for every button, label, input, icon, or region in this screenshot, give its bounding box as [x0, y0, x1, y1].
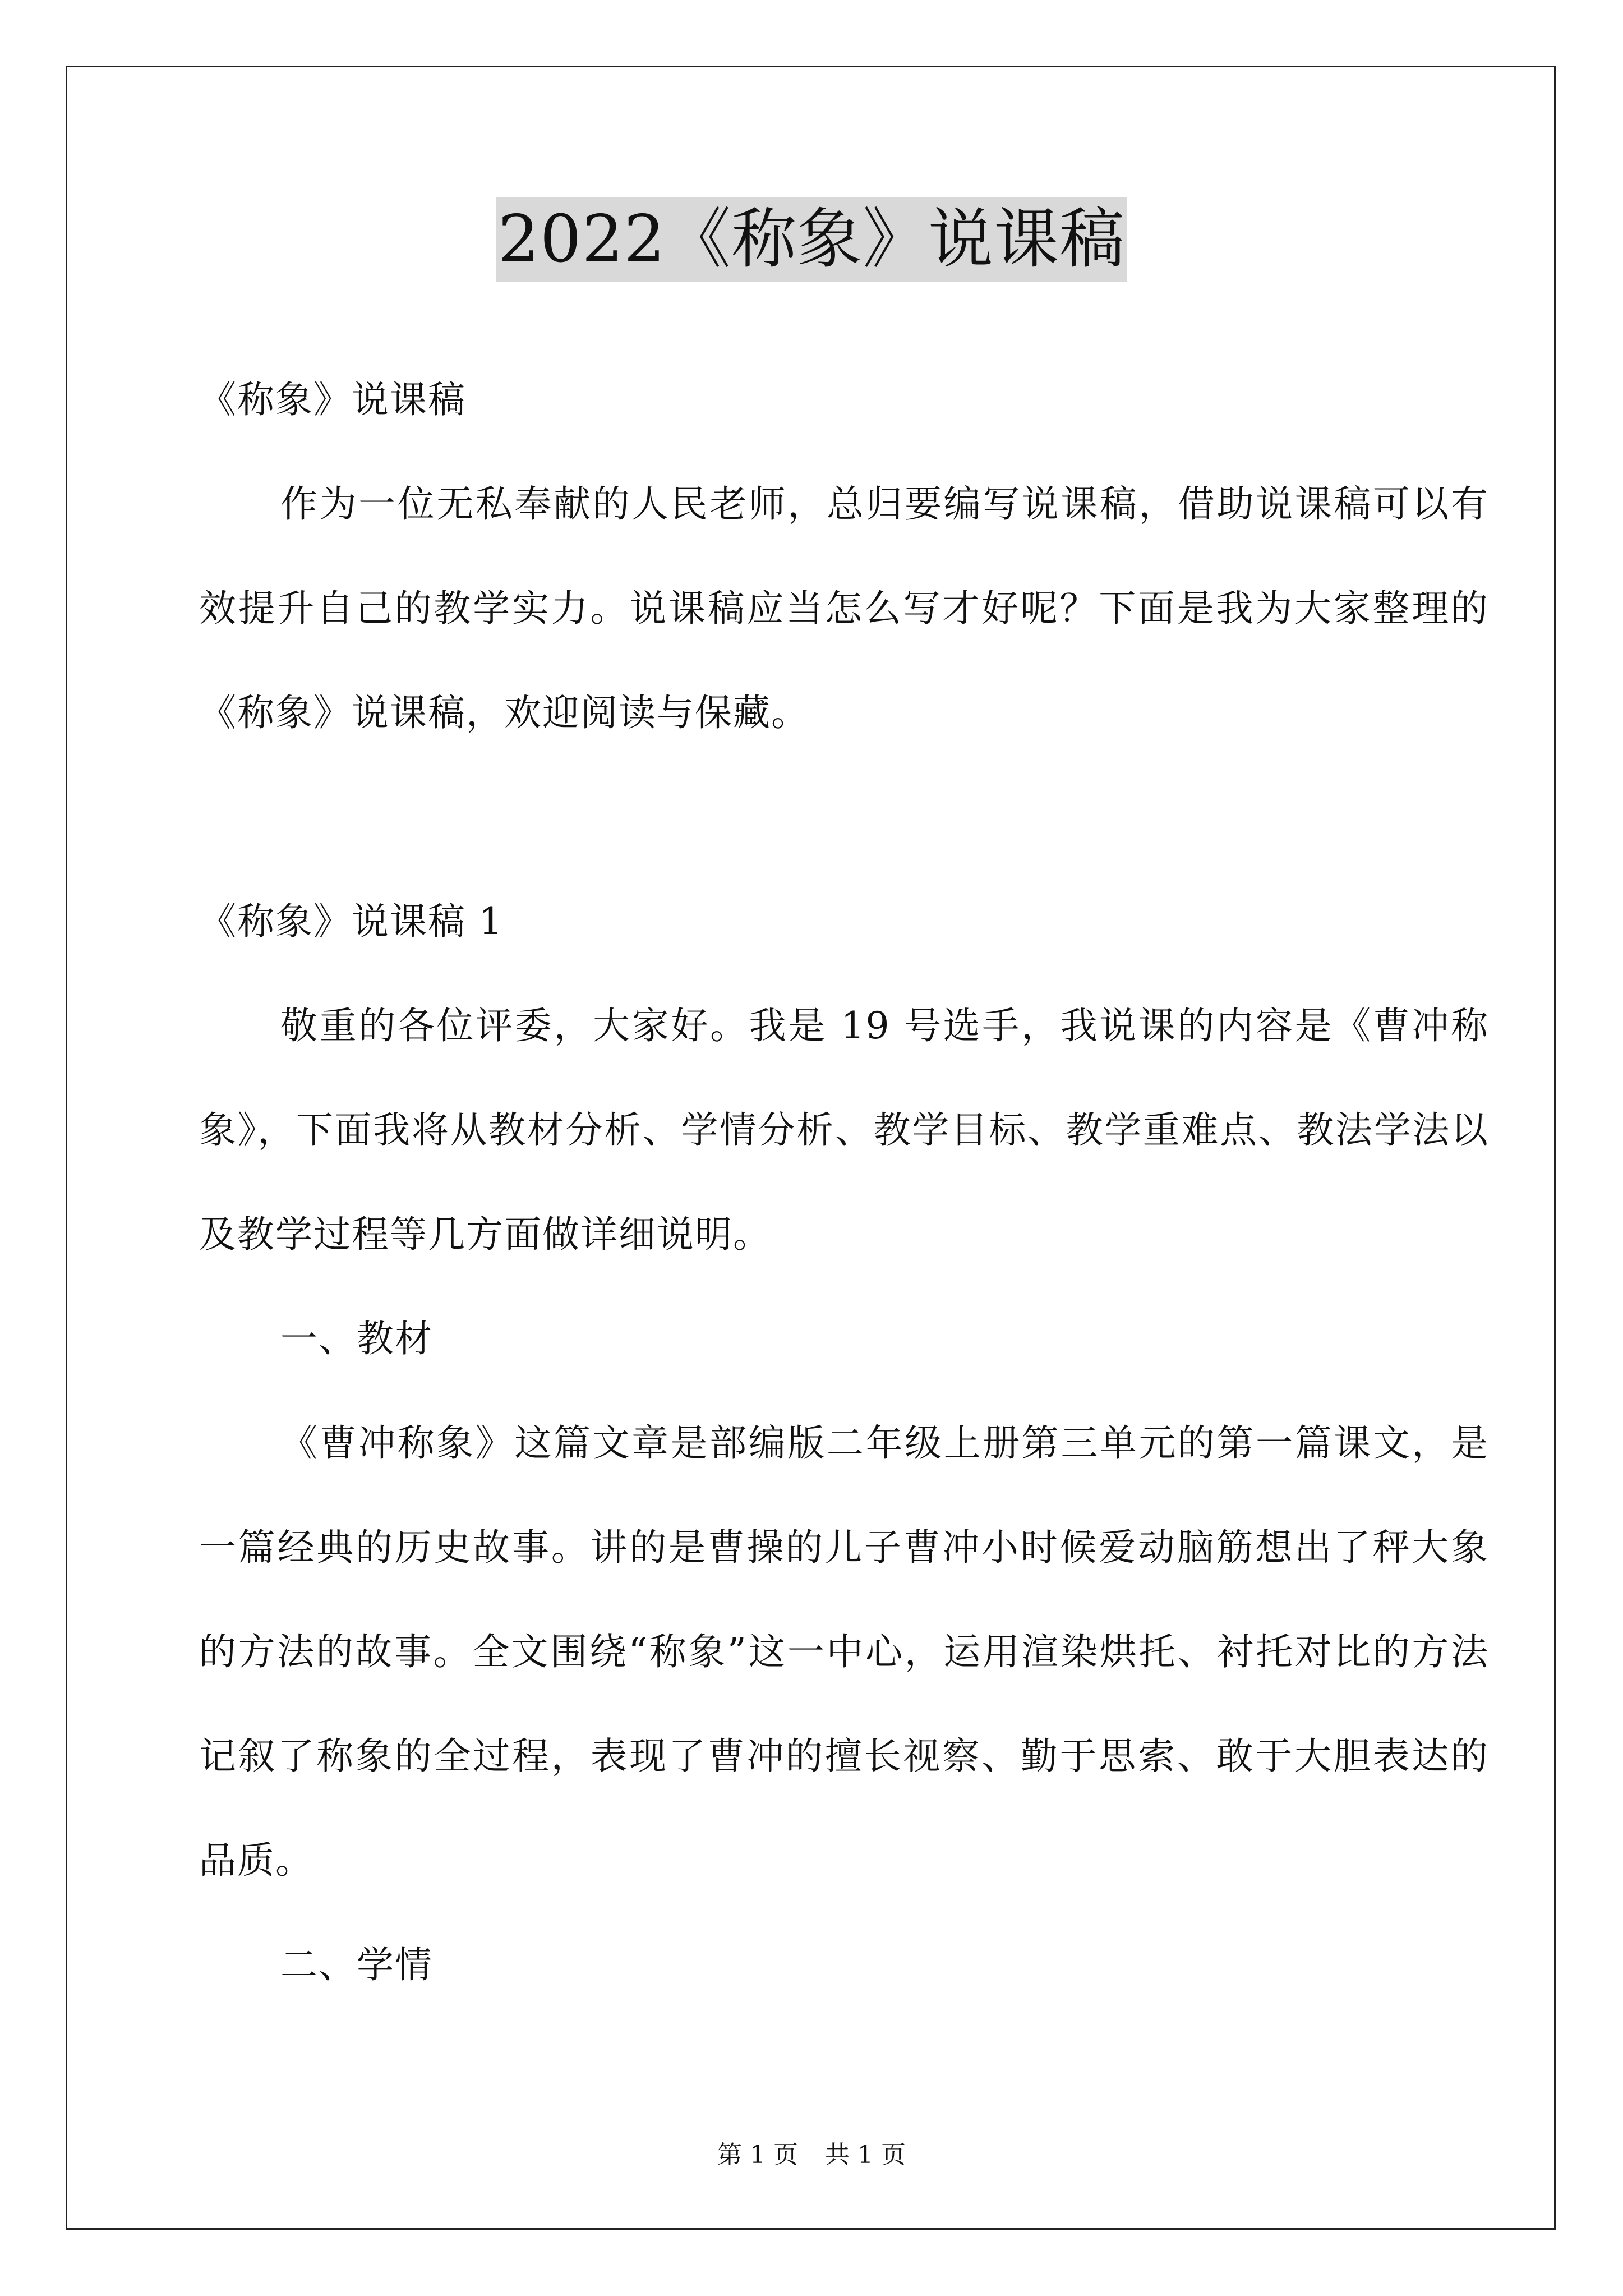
document-title: 2022《称象》说课稿	[496, 197, 1127, 282]
page-total: 共 1 页	[825, 2141, 906, 2169]
section-heading: 《称象》说课稿 1	[199, 900, 504, 943]
page-footer	[0, 2138, 1623, 2172]
page-number: 第 1 页	[717, 2141, 798, 2169]
document-subtitle: 《称象》说课稿	[199, 378, 466, 421]
paragraph-gap	[199, 765, 1489, 869]
opening-paragraph: 敬重的各位评委，大家好。我是 19 号选手，我说课的内容是《曹冲称象》，下面我将从教材分析、学情分析、教学目标、教学重难点、教法学法以及教学过程等几方面做详细说明。	[199, 1004, 1489, 1256]
intro-paragraph: 作为一位无私奉献的人民老师，总归要编写说课稿，借助说课稿可以有效提升自己的教学实力。说课稿应当怎么写才好呢？下面是我为大家整理的《称象》说课稿，欢迎阅读与保藏。	[199, 482, 1489, 734]
heading-textbook: 一、教材	[280, 1317, 433, 1360]
textbook-paragraph: 《曹冲称象》这篇文章是部编版二年级上册第三单元的第一篇课文，是一篇经典的历史故事。讲的是曹操的儿子曹冲小时候爱动脑筋想出了秤大象的方法的故事。全文围绕“称象”这一中心，运用渲染烘托、衬托对比的方法记叙了称象的全过程，表现了曹冲的擅长视察、勤于思索、敢于大胆表达的品质。	[199, 1421, 1489, 1882]
heading-student-analysis: 二、学情	[280, 1943, 433, 1986]
title-container	[0, 197, 1623, 282]
document-body	[199, 348, 1489, 2017]
